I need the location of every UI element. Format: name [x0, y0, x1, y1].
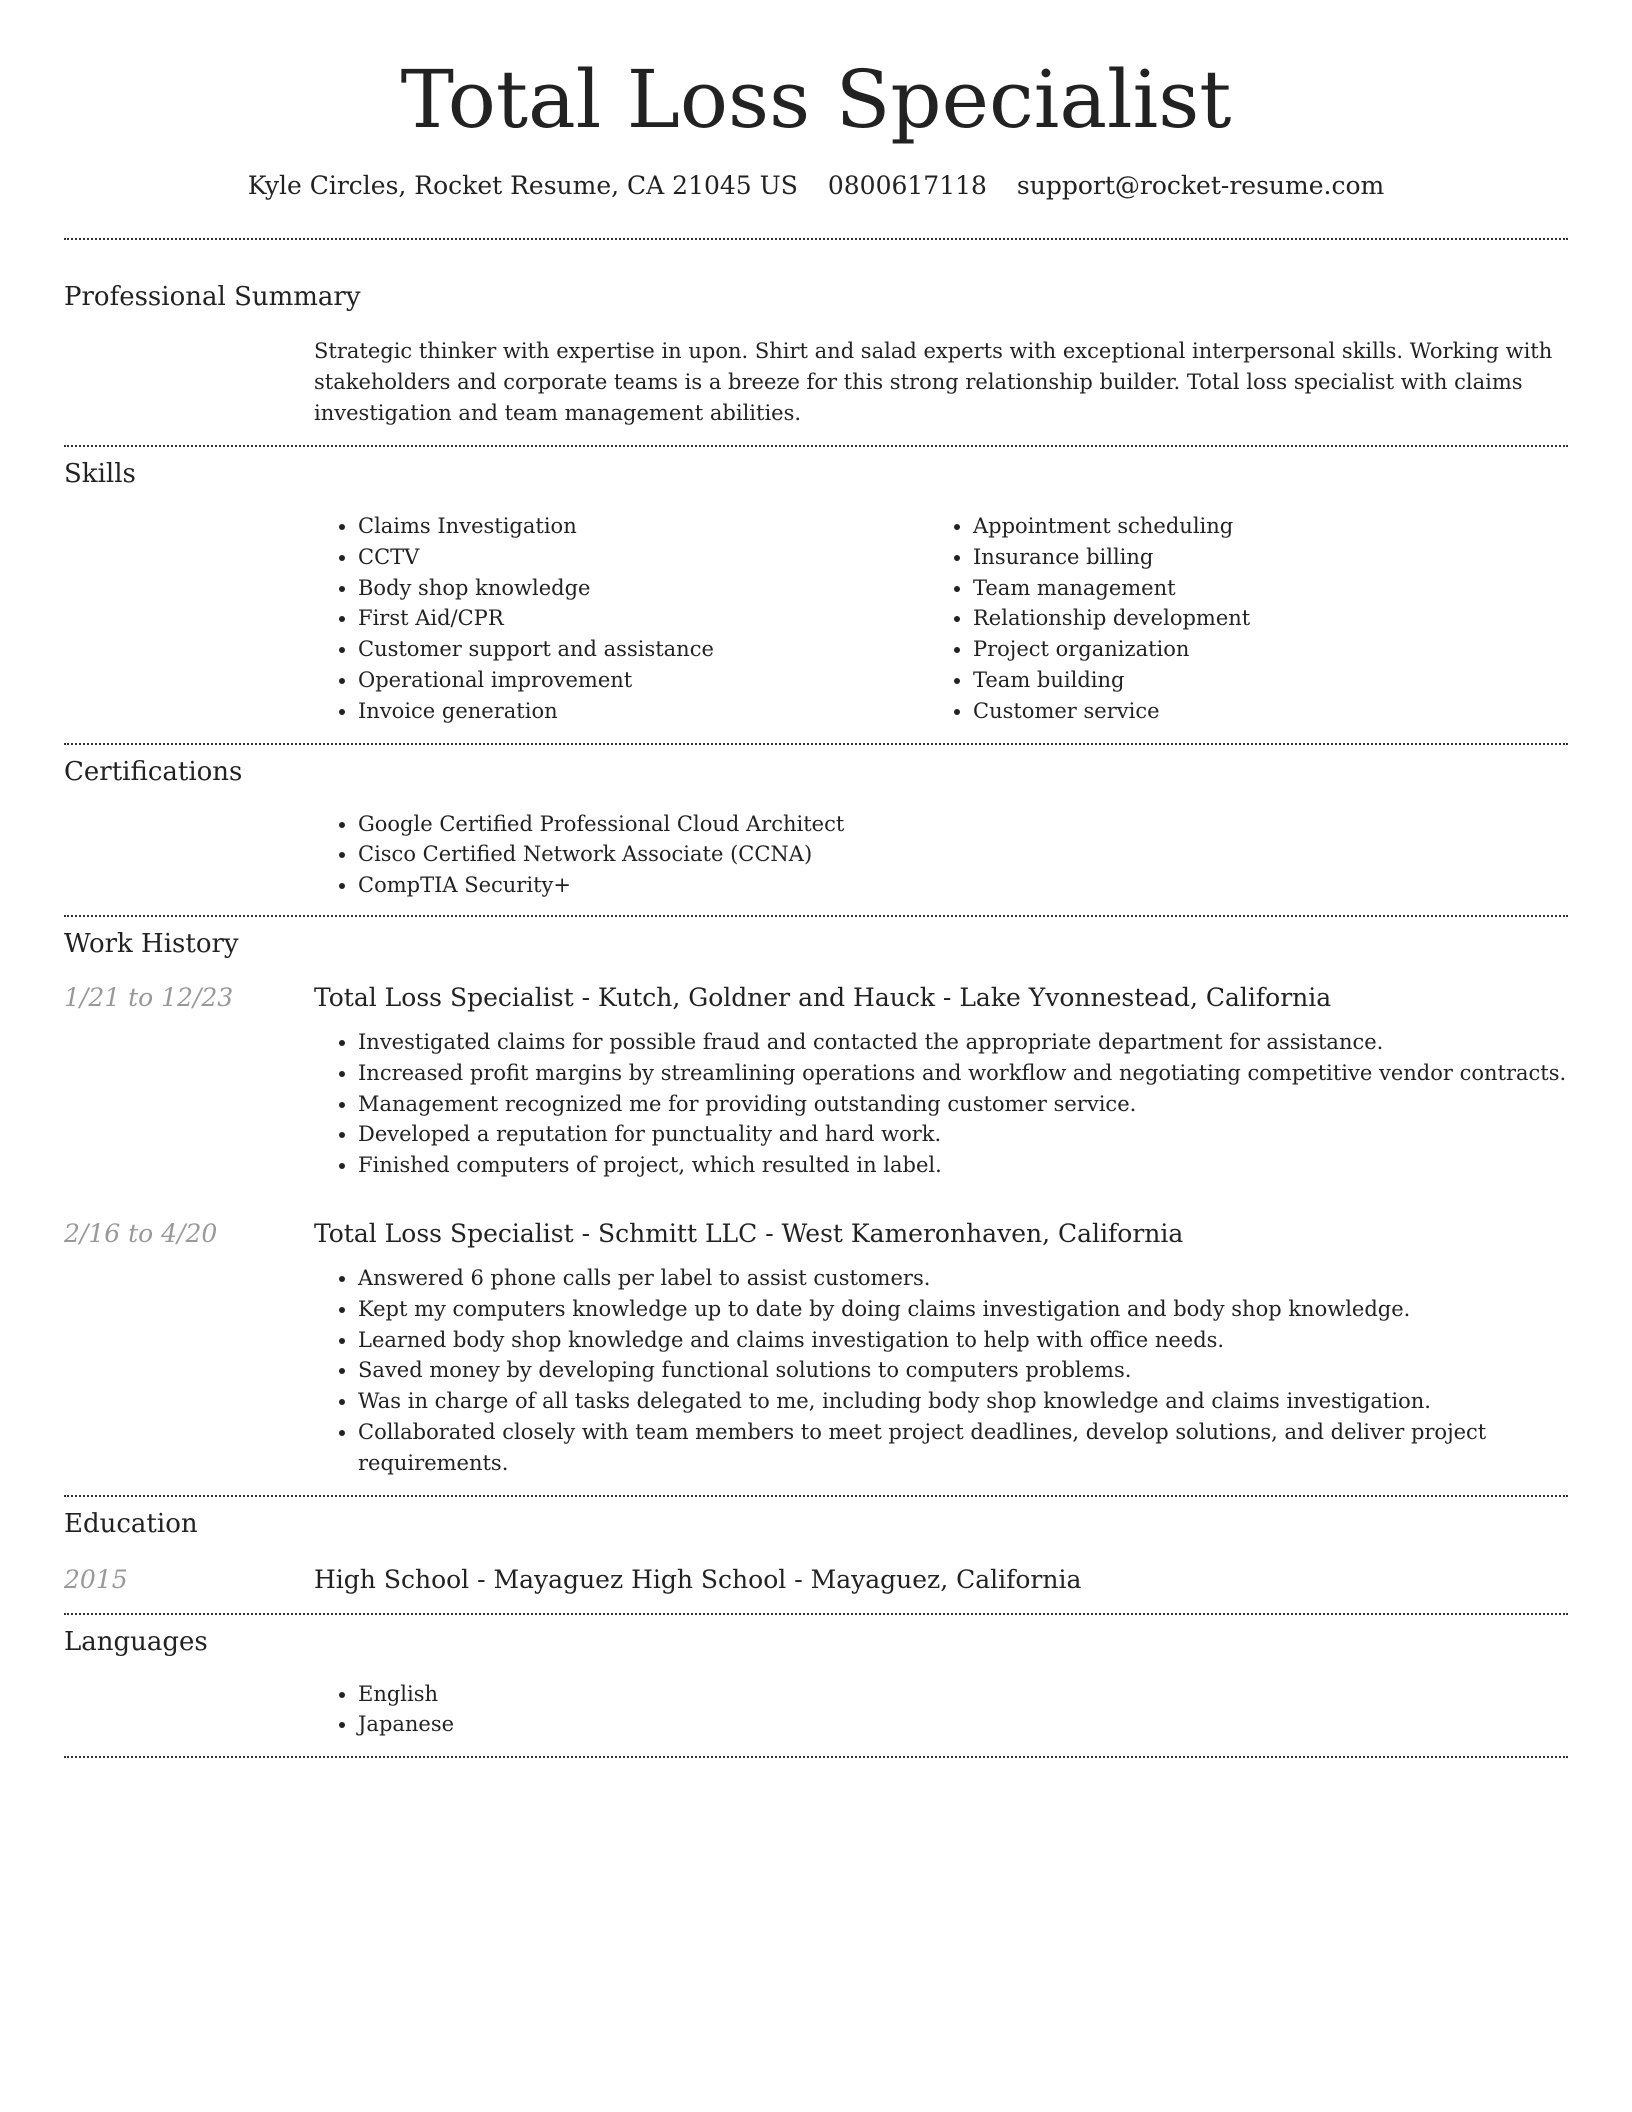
languages-section	[64, 1615, 1568, 1757]
list-item: • Team management	[973, 573, 1529, 604]
contact-address: Kyle Circles, Rocket Resume, CA 21045 US	[247, 171, 798, 200]
education-year: 2015	[64, 1564, 128, 1594]
list-item: • Team building	[973, 665, 1529, 696]
section-heading-summary: Professional Summary	[64, 282, 361, 312]
education-details: - Mayaguez High School - Mayaguez, California	[469, 1564, 1082, 1594]
list-item: • Finished computers of project, which resulted in label.	[358, 1150, 1568, 1181]
list-item: • Google Certified Professional Cloud Architect	[358, 809, 1568, 840]
list-item: • Kept my computers knowledge up to date by doing claims investigation and body shop knowledge.	[358, 1294, 1568, 1325]
list-item: • Was in charge of all tasks delegated to me, including body shop knowledge and claims investigation.	[358, 1386, 1568, 1417]
languages-list	[314, 1679, 1568, 1741]
list-item: • English	[358, 1679, 1568, 1710]
summary-section	[64, 240, 1568, 445]
work-history-section	[64, 917, 1568, 1495]
education-heading	[314, 1563, 1081, 1597]
skills-list-right	[929, 511, 1529, 727]
education-degree: High School	[314, 1564, 470, 1594]
list-item: • Developed a reputation for punctuality and hard work.	[358, 1119, 1568, 1150]
list-item: • Learned body shop knowledge and claims investigation to help with office needs.	[358, 1325, 1568, 1356]
list-item: • Project organization	[973, 634, 1529, 665]
skills-list-left	[314, 511, 929, 727]
job-heading	[314, 981, 1331, 1015]
list-item: • Relationship development	[973, 603, 1529, 634]
job-heading	[314, 1217, 1183, 1251]
list-item: • Investigated claims for possible fraud and contacted the appropriate department for assistance.	[358, 1027, 1568, 1058]
education-entry	[64, 1563, 1568, 1597]
list-item: • Saved money by developing functional solutions to computers problems.	[358, 1355, 1568, 1386]
list-item: • Claims Investigation	[358, 511, 929, 542]
section-divider	[64, 1756, 1568, 1758]
list-item: • Collaborated closely with team members to meet project deadlines, develop solutions, and deliver project requirements.	[358, 1417, 1568, 1479]
list-item: • Answered 6 phone calls per label to assist customers.	[358, 1263, 1568, 1294]
resume-title: Total Loss Specialist	[400, 53, 1232, 146]
list-item: • First Aid/CPR	[358, 603, 929, 634]
list-item: • Customer service	[973, 696, 1529, 727]
certifications-list	[314, 809, 1568, 901]
list-item: • Operational improvement	[358, 665, 929, 696]
list-item: • Management recognized me for providing outstanding customer service.	[358, 1089, 1568, 1120]
summary-text: Strategic thinker with expertise in upon. Shirt and salad experts with exceptional interpersonal skills. Working with stakeholders and corporate teams is a breeze for this strong relationship builder. Total loss specialist with claims investigation and team management abilities.	[314, 339, 1553, 425]
section-heading-work-history: Work History	[64, 928, 239, 959]
list-item: • Increased profit margins by streamlining operations and workflow and negotiating competitive vendor contracts.	[358, 1058, 1568, 1089]
job-dates: 1/21 to 12/23	[64, 982, 234, 1012]
list-item: • Invoice generation	[358, 696, 929, 727]
job-bullets	[314, 1027, 1568, 1181]
contact-phone: 0800617118	[827, 171, 987, 200]
list-item: • Customer support and assistance	[358, 634, 929, 665]
job-details: - Schmitt LLC - West Kameronhaven, California	[573, 1218, 1184, 1248]
contact-line	[64, 168, 1568, 204]
list-item: • Japanese	[358, 1709, 1568, 1740]
section-heading-education: Education	[64, 1508, 198, 1539]
section-heading-languages: Languages	[64, 1626, 208, 1657]
contact-email: support@rocket-resume.com	[1016, 171, 1385, 200]
job-role: Total Loss Specialist	[314, 1218, 574, 1248]
list-item: • Insurance billing	[973, 542, 1529, 573]
list-item: • Appointment scheduling	[973, 511, 1529, 542]
section-heading-certifications: Certifications	[64, 756, 243, 787]
job-entry	[64, 981, 1568, 1181]
job-dates: 2/16 to 4/20	[64, 1218, 218, 1248]
list-item: • Cisco Certified Network Associate (CCNA)	[358, 839, 1568, 870]
section-heading-skills: Skills	[64, 459, 136, 489]
list-item: • CCTV	[358, 542, 929, 573]
skills-section	[64, 447, 1568, 743]
job-entry	[64, 1217, 1568, 1479]
education-section	[64, 1497, 1568, 1613]
job-bullets	[314, 1263, 1568, 1479]
list-item: • CompTIA Security+	[358, 870, 1568, 901]
job-role: Total Loss Specialist	[314, 982, 574, 1012]
list-item: • Body shop knowledge	[358, 573, 929, 604]
certifications-section	[64, 745, 1568, 915]
job-details: - Kutch, Goldner and Hauck - Lake Yvonnestead, California	[573, 982, 1332, 1012]
